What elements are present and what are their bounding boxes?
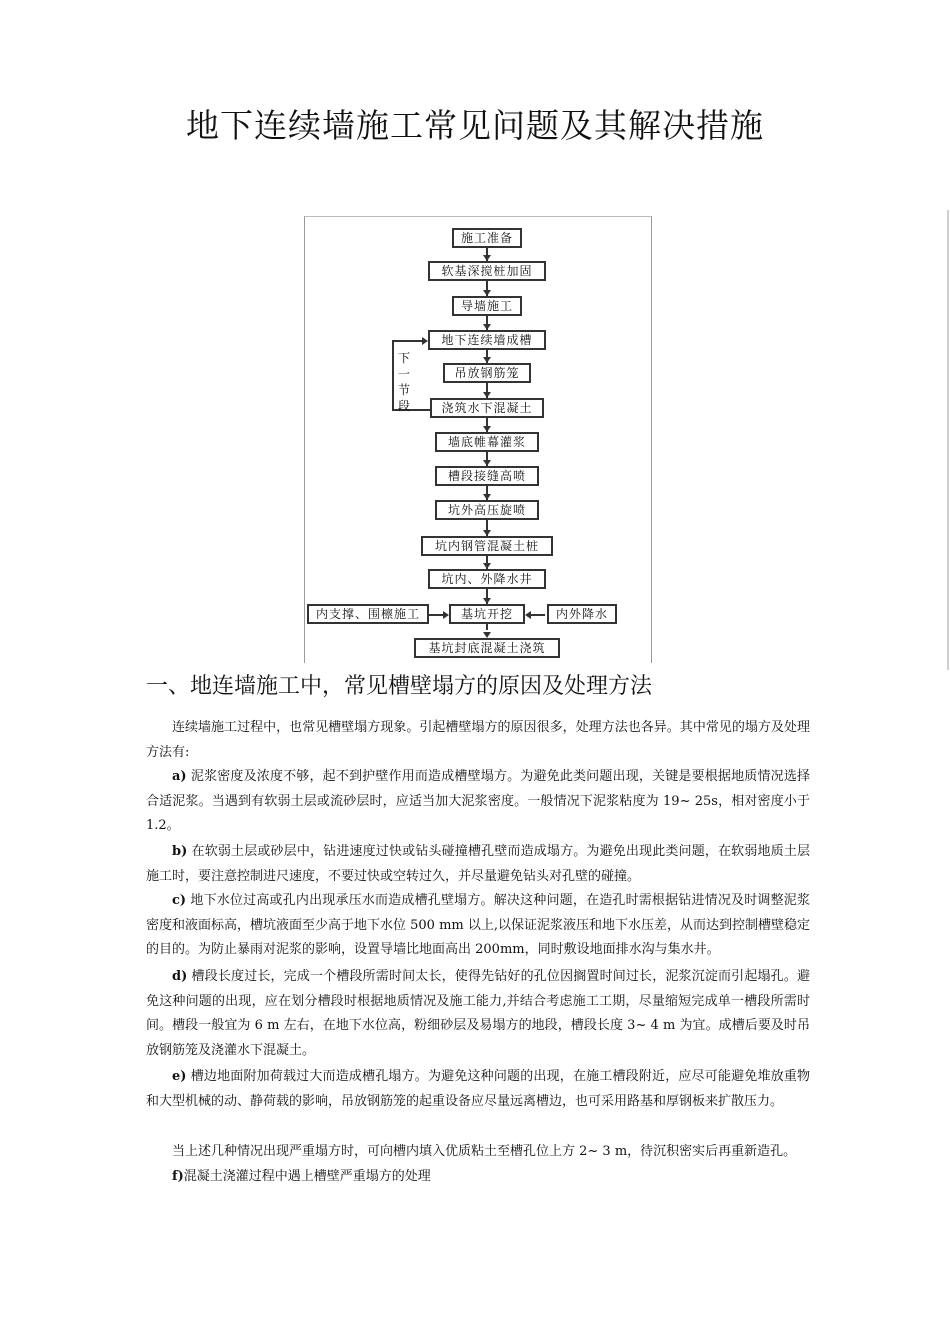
flow-step-excavation: 基坑开挖 bbox=[449, 604, 525, 624]
flow-connector bbox=[392, 340, 422, 342]
section-heading: 一、地连墙施工中，常见槽壁塌方的原因及处理方法 bbox=[146, 674, 653, 699]
flow-step-steel-pile: 坑内钢管混凝土桩 bbox=[421, 536, 553, 556]
paragraph-c bbox=[146, 889, 810, 963]
flow-step-dewater-wells: 坑内、外降水井 bbox=[428, 569, 546, 589]
flow-step-bottom-seal: 基坑封底混凝土浇筑 bbox=[414, 638, 560, 658]
paragraph-text: 槽段长度过长，完成一个槽段所需时间太长，使得先钻好的孔位因搁置时间过长，泥浆沉淀而引起塌孔。避免这种问题的出现，应在划分槽段时根据地质情况及施工能力,并结合考虑施工工期，尽量缩短完成单一槽段所需时间。槽段一般宜为 6 m 左右，在地下水位高，粉细砂层及易塌方的地段，槽段长度 3~ 4 m 为宜。成槽后要及时吊放钢筋笼及浇灌水下混凝土。 bbox=[146, 969, 810, 1058]
item-label: d) bbox=[172, 969, 188, 984]
paragraph-text: 混凝土浇灌过程中遇上槽壁严重塌方的处理 bbox=[183, 1169, 431, 1184]
arrow-right-icon bbox=[443, 611, 449, 619]
paragraph-b bbox=[146, 840, 810, 889]
arrow-right-icon bbox=[422, 337, 428, 345]
flow-step-trench: 地下连续墙成槽 bbox=[428, 330, 546, 350]
flow-side-support: 内支撑、围檩施工 bbox=[307, 604, 429, 624]
arrow-left-icon bbox=[525, 611, 531, 619]
item-label: f) bbox=[172, 1169, 184, 1184]
page-edge-line bbox=[947, 210, 949, 670]
paragraph-f bbox=[146, 1165, 810, 1190]
paragraph-summary bbox=[146, 1140, 810, 1165]
flow-connector bbox=[429, 614, 443, 616]
paragraph-text: 在软弱土层或砂层中，钻进速度过快或钻头碰撞槽孔壁而造成塌方。为避免出现此类问题，在软弱地质土层施工时，要注意控制进尺速度，不要过快或空转过久，并尽量避免钻头对孔壁的碰撞。 bbox=[146, 844, 810, 884]
flow-connector bbox=[392, 340, 394, 411]
paragraph-a bbox=[146, 765, 810, 839]
document-title: 地下连续墙施工常见问题及其解决措施 bbox=[186, 106, 764, 145]
paragraph-e bbox=[146, 1065, 810, 1114]
paragraph-text: 泥浆密度及浓度不够，起不到护壁作用而造成槽壁塌方。为避免此类问题出现，关键是要根据地质情况选择合适泥浆。当遇到有软弱土层或流砂层时，应适当加大泥浆密度。一般情况下泥浆粘度为 19~ 25s，相对密度小于 1.2。 bbox=[146, 769, 810, 833]
flow-step-rotary-jet: 坑外高压旋喷 bbox=[435, 500, 539, 520]
item-label: e) bbox=[172, 1069, 187, 1084]
paragraph-text: 地下水位过高或孔内出现承压水而造成槽孔壁塌方。解决这种问题，在造孔时需根据钻进情况及时调整泥浆密度和液面标高，槽坑液面至少高于地下水位 500 mm 以上,以保证泥浆液压和地下水压差，从而达到控制槽壁稳定的目的。为防止暴雨对泥浆的影响，设置导墙比地面高出 200mm，同时敷设地面排水沟与集水井。 bbox=[146, 893, 810, 957]
flow-side-dewater: 内外降水 bbox=[547, 604, 617, 624]
loop-label: 下一节段 bbox=[397, 351, 410, 413]
paragraph-d bbox=[146, 965, 810, 1063]
item-label: b) bbox=[172, 844, 188, 859]
flow-step-guide-wall: 导墙施工 bbox=[452, 296, 522, 316]
paragraph-text: 当上述几种情况出现严重塌方时，可向槽内填入优质粘土至槽孔位上方 2~ 3 m，待沉积密实后再重新造孔。 bbox=[172, 1144, 797, 1159]
flow-step-soft-pile: 软基深搅桩加固 bbox=[428, 261, 546, 281]
paragraph-text: 连续墙施工过程中，也常见槽壁塌方现象。引起槽壁塌方的原因很多，处理方法也各异。其中常见的塌方及处理方法有: bbox=[146, 720, 810, 760]
flow-step-rebar-cage: 吊放钢筋笼 bbox=[443, 363, 531, 383]
item-label: a) bbox=[172, 769, 187, 784]
flow-step-prepare: 施工准备 bbox=[452, 228, 522, 248]
paragraph-intro bbox=[146, 716, 810, 765]
item-label: c) bbox=[172, 893, 187, 908]
paragraph-text: 槽边地面附加荷载过大而造成槽孔塌方。为避免这种问题的出现，在施工槽段附近，应尽可能避免堆放重物和大型机械的动、静荷载的影响，吊放钢筋笼的起重设备应尽量远离槽边，也可采用路基和厚钢板来扩散压力。 bbox=[146, 1069, 810, 1109]
flow-step-concrete: 浇筑水下混凝土 bbox=[430, 398, 544, 418]
flow-step-grouting: 墙底帷幕灌浆 bbox=[435, 432, 539, 452]
flow-connector bbox=[531, 614, 545, 616]
flow-step-joint-jet: 槽段接缝高喷 bbox=[435, 466, 539, 486]
